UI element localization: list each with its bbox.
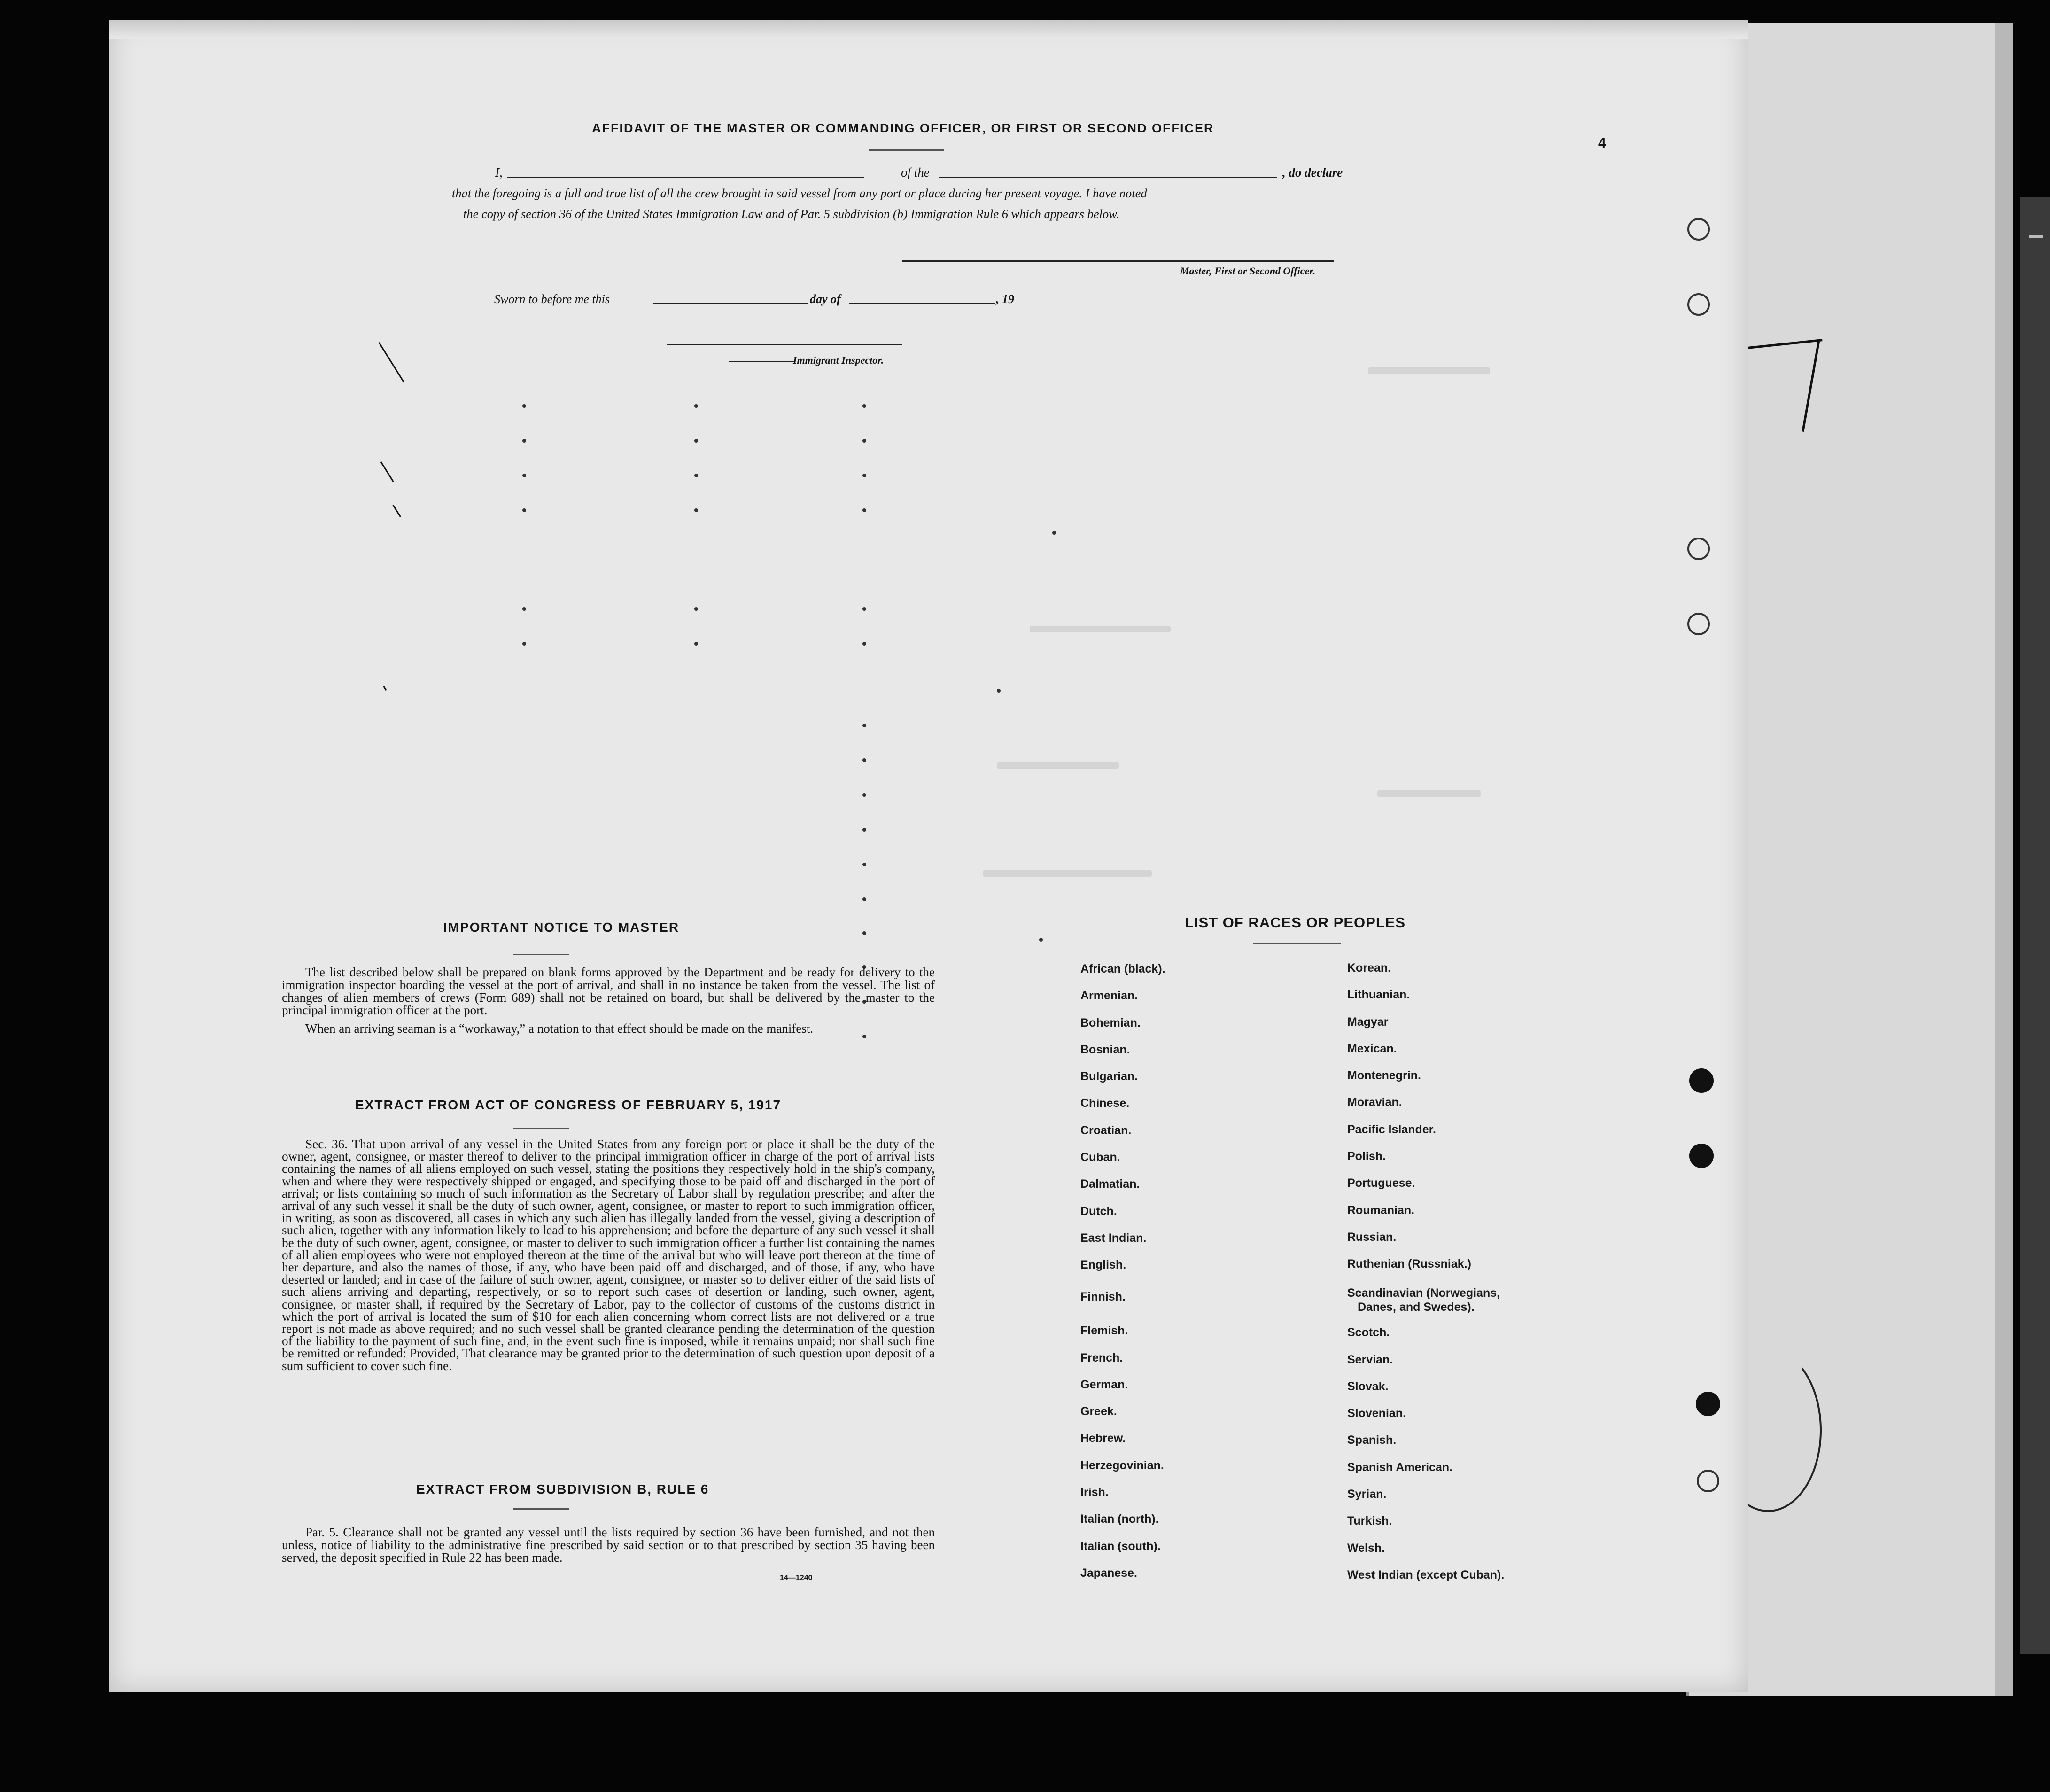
inspector-line (667, 344, 902, 345)
race-item: Finnish. (1080, 1290, 1126, 1304)
race-item: Slovenian. (1347, 1407, 1406, 1420)
race-item: Slovak. (1347, 1379, 1389, 1393)
pen-tick (378, 342, 404, 382)
race-item: African (black). (1080, 962, 1165, 975)
race-item: Dalmatian. (1080, 1177, 1140, 1191)
race-item: Flemish. (1080, 1324, 1128, 1338)
notice-paragraph-1: The list described below shall be prepared on blank forms approved by the Department and be ready for delivery to the immigration inspector boarding the vessel at the port of arrival, and shall in no instance be taken from the vessel. The list of changes of alien members of crews (Form 689) shall not be retained on board, but shall be delivered by the master to the principal immigration officer at the port. (282, 965, 935, 1017)
race-item: West Indian (except Cuban). (1347, 1568, 1505, 1582)
ditto-dot (862, 931, 866, 935)
day-line (653, 303, 808, 304)
extract-act-divider (513, 1128, 569, 1129)
race-item: Danes, and Swedes). (1358, 1301, 1475, 1314)
page-top-shadow (109, 20, 1748, 39)
page-edge-shadow (1995, 23, 2013, 1696)
inspector-label: Immigrant Inspector. (793, 354, 884, 366)
ditto-dot (862, 439, 866, 443)
race-item: Herzegovinian. (1080, 1458, 1164, 1472)
races-right-column (1347, 961, 1504, 1595)
race-item: Japanese. (1080, 1566, 1137, 1580)
punch-hole (1689, 1144, 1714, 1168)
race-item: Magyar (1347, 1015, 1389, 1028)
race-item: Bohemian. (1080, 1016, 1141, 1029)
punch-hole (1687, 538, 1710, 560)
race-item: Lithuanian. (1347, 988, 1410, 1002)
race-item: Portuguese. (1347, 1176, 1415, 1190)
races-divider (1253, 943, 1341, 944)
race-item: East Indian. (1080, 1231, 1147, 1245)
affidavit-do-declare: , do declare (1282, 165, 1343, 179)
race-item: Korean. (1347, 961, 1391, 974)
race-item: Cuban. (1080, 1151, 1120, 1164)
title-divider (869, 149, 944, 151)
races-title: LIST OF RACES OR PEOPLES (1185, 914, 1406, 931)
bleed-through (983, 870, 1152, 877)
document-page (109, 20, 1748, 1692)
notice-body (282, 966, 935, 1041)
scan-edge (2020, 197, 2050, 1654)
ditto-dot (522, 439, 526, 443)
notice-divider (513, 954, 569, 955)
affidavit-title: AFFIDAVIT OF THE MASTER OR COMMANDING OFFICER, OR FIRST OR SECOND OFFICER (592, 121, 1214, 135)
ditto-dot (522, 404, 526, 408)
race-item: Pacific Islander. (1347, 1122, 1436, 1136)
race-item: Italian (north). (1080, 1512, 1159, 1526)
notice-title: IMPORTANT NOTICE TO MASTER (443, 920, 680, 935)
extract-rule-divider (513, 1508, 569, 1510)
ditto-dot (694, 404, 698, 408)
ditto-dot (862, 758, 866, 762)
extract-rule-body (282, 1526, 935, 1570)
ditto-dot (862, 508, 866, 512)
race-item: Servian. (1347, 1353, 1393, 1366)
race-item: Spanish American. (1347, 1460, 1453, 1474)
race-item: Scotch. (1347, 1326, 1390, 1340)
month-line (849, 303, 995, 304)
notice-paragraph-2: When an arriving seaman is a “workaway,” a notation to that effect should be made on the manifest. (305, 1021, 814, 1036)
bleed-through (1368, 367, 1490, 374)
race-item: Russian. (1347, 1230, 1397, 1244)
race-item: Croatian. (1080, 1123, 1132, 1137)
affidavit-of-the: of the (901, 165, 930, 179)
race-item: English. (1080, 1258, 1126, 1272)
extract-act-title: EXTRACT FROM ACT OF CONGRESS OF FEBRUARY 5, 1917 (355, 1098, 782, 1112)
extract-rule-title: EXTRACT FROM SUBDIVISION B, RULE 6 (416, 1482, 709, 1496)
signature-label: Master, First or Second Officer. (1180, 265, 1316, 277)
scan-edge-mark (2029, 235, 2043, 238)
pen-tick (383, 686, 387, 691)
race-item: Hebrew. (1080, 1432, 1126, 1445)
race-item: German. (1080, 1378, 1128, 1391)
race-item: Welsh. (1347, 1541, 1385, 1555)
punch-hole (1689, 1068, 1714, 1093)
bleed-through (1030, 626, 1171, 632)
vessel-line (939, 177, 1277, 178)
ditto-dot (522, 474, 526, 477)
race-item: Ruthenian (Russniak.) (1347, 1257, 1471, 1271)
race-item: Greek. (1080, 1405, 1117, 1418)
ditto-dot (522, 642, 526, 646)
race-item: Bosnian. (1080, 1043, 1130, 1056)
form-number: 14—1240 (780, 1574, 813, 1582)
race-item: Scandinavian (Norwegians, (1347, 1286, 1500, 1300)
ditto-dot (1039, 938, 1043, 942)
ditto-dot (862, 828, 866, 832)
ditto-dot (862, 474, 866, 477)
ditto-dot (694, 474, 698, 477)
ditto-dot (694, 439, 698, 443)
race-item: Spanish. (1347, 1434, 1397, 1447)
section-36-text: Sec. 36. That upon arrival of any vessel in the United States from any foreign port or place it shall be the duty of the owner, agent, consignee, or master thereof to deliver to the principal immigration officer in charge of the port of arrival lists containing the names of all aliens employed on such vessel, stating the positions they respectively hold in the ship's company, when and where they were respectively shipped or engaged, and specifying those to be paid off and discharged in the port of arrival; or lists containing so much of such information as the Secretary of Labor shall by regulation prescribe; and after the arrival of any such vessel it shall be the duty of such owner, agent, consignee, or master to report to such immigration officer, in writing, as soon as discovered, all cases in which any such alien has illegally landed from the vessel, giving a description of such alien, together with any information likely to lead to his apprehension; and before the departure of any such vessel it shall be the duty of such owner, agent, consignee, or master to deliver to such immigration officer a further list containing the names of all alien employees who were not employed thereon at the time of the arrival but who will leave port thereon at the time of her departure, and also the names of those, if any, who have been paid off and discharged, and of those, if any, who have deserted or landed; and in case of the failure of such owner, agent, consignee, or master so to deliver either of the said lists of such aliens arriving and departing, respectively, or so to report such cases of desertion or landing, such owner, agent, consignee, or master shall, if required by the Secretary of Labor, pay to the collector of customs of the customs district in which the port of arrival is located the sum of $10 for each alien concerning whom correct lists are not delivered or a true report is not made as above required; and no such vessel shall be granted clearance pending the determination of the question of the liability to the payment of such fine, and, in the event such fine is imposed, while it remains unpaid; nor shall such fine be remitted or refunded: Provided, That clearance may be granted prior to the determination of such question upon deposit of a sum sufficient to cover such fine. (282, 1137, 935, 1373)
ditto-dot (862, 724, 866, 727)
name-line (507, 177, 864, 178)
race-item: Roumanian. (1347, 1203, 1415, 1217)
year-label: , 19 (996, 292, 1014, 306)
ditto-dot (522, 508, 526, 512)
bleed-through (997, 762, 1119, 769)
punch-hole (1696, 1392, 1720, 1416)
ditto-dot (862, 897, 866, 901)
race-item: Turkish. (1347, 1514, 1392, 1528)
corner-mark: 4 (1598, 135, 1607, 151)
punch-hole (1687, 613, 1710, 635)
ditto-dot (694, 508, 698, 512)
punch-hole (1687, 218, 1710, 241)
ditto-dot (997, 689, 1001, 693)
race-item: Bulgarian. (1080, 1070, 1138, 1083)
ditto-dot (862, 793, 866, 797)
race-item: Syrian. (1347, 1488, 1387, 1501)
par-5-text: Par. 5. Clearance shall not be granted any vessel until the lists required by section 36 have been furnished, and not then unless, notice of liability to the administrative fine prescribed by said section or to that prescribed by section 35 having been served, the deposit specified in Rule 22 has been made. (282, 1525, 935, 1565)
bleed-through (1377, 790, 1481, 797)
ditto-dot (862, 404, 866, 408)
race-item: Irish. (1080, 1486, 1109, 1499)
pen-tick (380, 461, 394, 482)
affidavit-i: I, (495, 165, 503, 179)
sworn-label: Sworn to before me this (494, 292, 610, 306)
punch-hole (1687, 293, 1710, 316)
affidavit-line-2: that the foregoing is a full and true list of all the crew brought in said vessel from any port or place during her present voyage. I have noted (452, 186, 1147, 200)
race-item: Moravian. (1347, 1096, 1402, 1109)
race-item: Armenian. (1080, 989, 1138, 1003)
race-item: Italian (south). (1080, 1539, 1161, 1553)
inspector-short-line (729, 361, 795, 362)
day-of-label: day of (810, 292, 841, 306)
extract-act-body (282, 1138, 935, 1378)
race-item: Dutch. (1080, 1204, 1117, 1218)
ditto-dot (694, 607, 698, 611)
ditto-dot (522, 607, 526, 611)
affidavit-line-3: the copy of section 36 of the United States Immigration Law and of Par. 5 subdivision (b) Immigration Rule 6 which appears below. (463, 207, 1119, 221)
race-item: Montenegrin. (1347, 1069, 1421, 1083)
race-item: French. (1080, 1351, 1123, 1364)
ditto-dot (862, 642, 866, 646)
ditto-dot (694, 642, 698, 646)
race-item: Polish. (1347, 1150, 1386, 1163)
ditto-dot (862, 863, 866, 866)
signature-line (902, 260, 1334, 262)
races-left-column (1080, 962, 1165, 1593)
race-item: Chinese. (1080, 1097, 1130, 1110)
pen-tick (392, 505, 401, 517)
ditto-dot (862, 607, 866, 611)
race-item: Mexican. (1347, 1042, 1397, 1055)
punch-hole (1697, 1470, 1719, 1492)
ditto-dot (1052, 531, 1056, 535)
